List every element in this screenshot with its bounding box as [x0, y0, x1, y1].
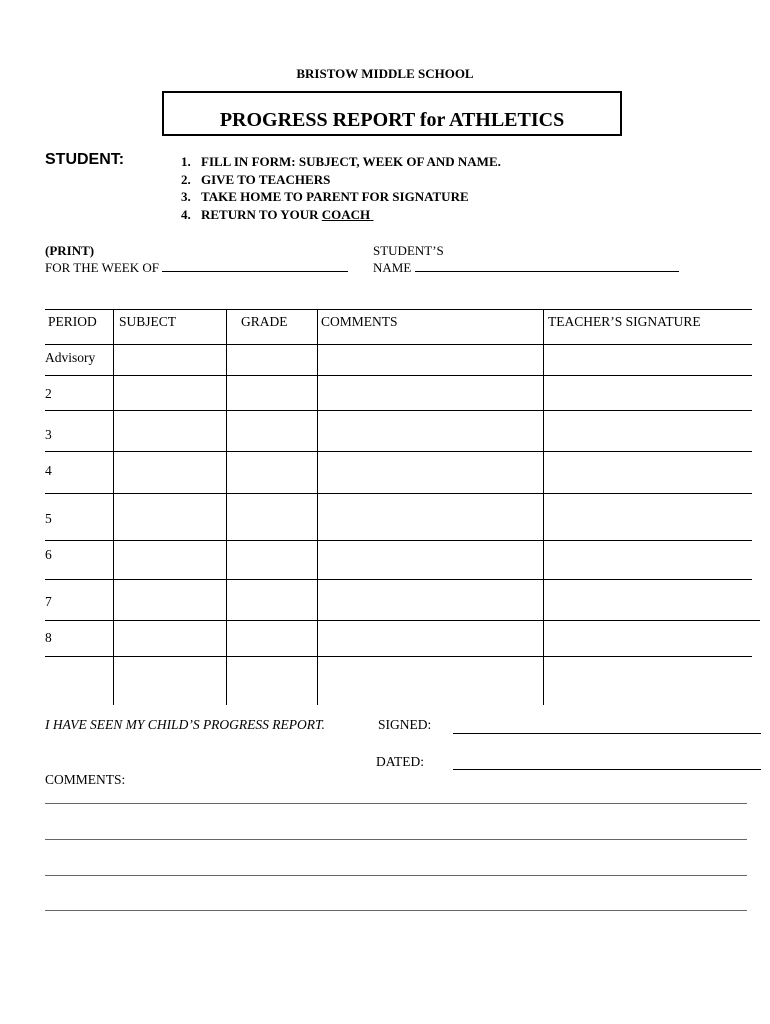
period-cell: 6 — [45, 547, 52, 562]
table-rule — [45, 620, 760, 621]
student-label: STUDENT: — [45, 151, 125, 168]
period-cell: 4 — [45, 463, 52, 478]
report-title: PROGRESS REPORT for ATHLETICS — [219, 109, 565, 131]
name-row — [373, 260, 679, 276]
comment-line[interactable] — [45, 910, 747, 911]
student-name-field[interactable] — [415, 261, 679, 272]
date-field[interactable] — [453, 769, 761, 770]
comment-line[interactable] — [45, 839, 747, 840]
name-label: NAME — [373, 260, 412, 275]
table-rule — [45, 493, 752, 494]
week-of-field[interactable] — [162, 261, 348, 272]
table-rule — [45, 579, 752, 580]
period-cell: 2 — [45, 386, 52, 401]
period-cell: Advisory — [45, 350, 96, 365]
school-name: BRISTOW MIDDLE SCHOOL — [296, 66, 474, 81]
comments-label: COMMENTS: — [45, 772, 126, 787]
week-of-label: FOR THE WEEK OF — [45, 260, 159, 275]
students-label: STUDENT’S — [373, 243, 444, 258]
table-rule — [45, 451, 752, 452]
dated-label: DATED: — [376, 754, 424, 769]
table-rule — [45, 309, 752, 310]
comment-line[interactable] — [45, 803, 747, 804]
table-rule — [45, 344, 752, 345]
table-column-rule — [226, 309, 227, 705]
header-comments: COMMENTS — [321, 314, 398, 329]
parent-statement: I HAVE SEEN MY CHILD’S PROGRESS REPORT. — [45, 717, 325, 732]
table-rule — [45, 540, 752, 541]
table-column-rule — [543, 309, 544, 705]
coach-emphasis: COACH — [321, 206, 371, 222]
period-cell: 5 — [45, 511, 52, 526]
table-column-rule — [113, 309, 114, 705]
header-teacher-signature: TEACHER’S SIGNATURE — [548, 314, 701, 329]
header-period: PERIOD — [48, 314, 97, 329]
table-rule — [45, 375, 752, 376]
header-subject: SUBJECT — [119, 314, 177, 329]
instructions-list — [181, 153, 501, 223]
instruction-item: 2. GIVE TO TEACHERS — [181, 171, 331, 187]
header-grade: GRADE — [241, 314, 288, 329]
instruction-item: 3. TAKE HOME TO PARENT FOR SIGNATURE — [181, 189, 469, 204]
signed-label: SIGNED: — [378, 717, 432, 732]
instruction-item: 4. RETURN TO YOUR COACH — [181, 206, 371, 222]
period-cell: 8 — [45, 630, 52, 645]
table-column-rule — [317, 309, 318, 705]
table-rule — [45, 656, 752, 657]
comment-line[interactable] — [45, 875, 747, 876]
table-rule — [45, 410, 752, 411]
period-cell: 7 — [45, 594, 52, 609]
instruction-item: 1. FILL IN FORM: SUBJECT, WEEK OF AND NAME. — [181, 154, 501, 169]
week-of-row — [45, 260, 348, 276]
signature-field[interactable] — [453, 733, 761, 734]
period-cell: 3 — [45, 427, 52, 442]
print-label: (PRINT) — [45, 243, 95, 258]
